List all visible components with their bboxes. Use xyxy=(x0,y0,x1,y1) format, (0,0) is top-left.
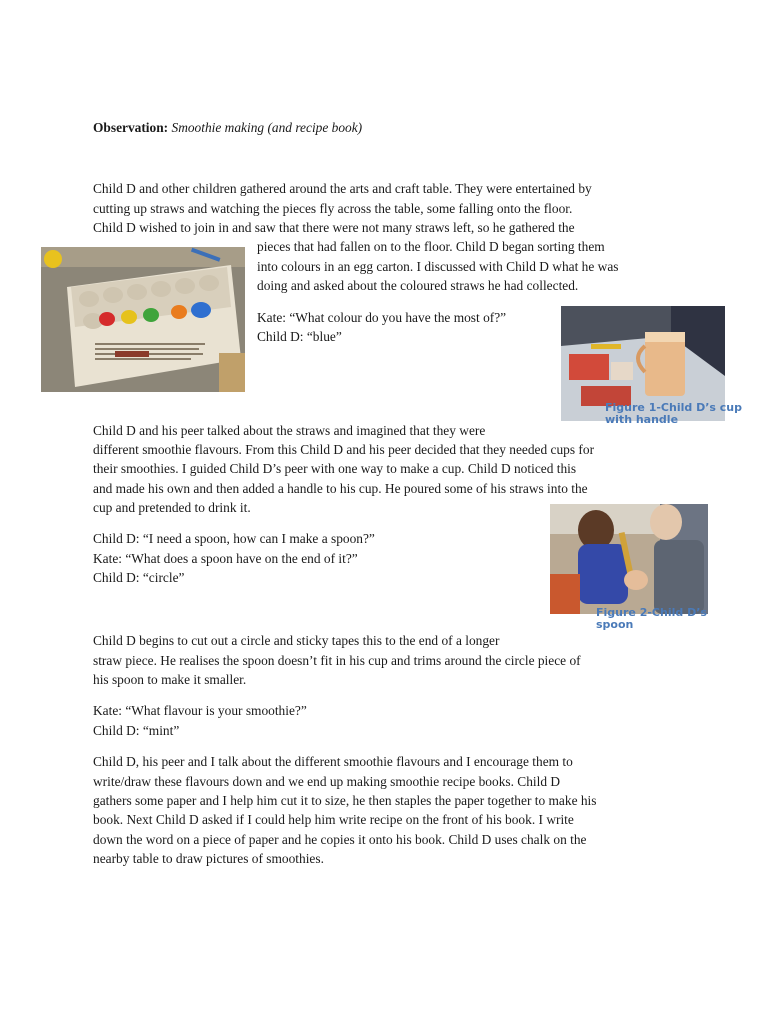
paragraph-line: nearby table to draw pictures of smoothies. xyxy=(93,851,324,866)
paragraph-line: pieces that had fallen on to the floor. Child D began sorting them xyxy=(257,239,605,254)
egg-carton-photo xyxy=(41,247,245,392)
paragraph-line: Child D and other children gathered around the arts and craft table. They were entertained by xyxy=(93,181,592,196)
dialogue-line: Child D: “circle” xyxy=(93,570,185,585)
title-label: Observation: xyxy=(93,120,169,135)
title-subtitle: Smoothie making (and recipe book) xyxy=(171,120,363,135)
paragraph-line: their smoothies. I guided Child D’s peer with one way to make a cup. Child D noticed this xyxy=(93,461,577,476)
figure-1-caption-line: with handle xyxy=(605,413,679,426)
paragraph-line: and made his own and then added a handle to his cup. He poured some of his straws into the xyxy=(93,481,588,496)
figure-2-caption-line: Figure 2-Child D’s xyxy=(596,606,707,619)
dialogue-line: Child D: “blue” xyxy=(257,329,342,344)
paragraph-line: cutting up straws and watching the pieces fly across the table, some falling onto the floor. xyxy=(93,201,573,216)
paragraph-line: gathers some paper and I help him cut it to size, he then staples the paper together to make his xyxy=(93,793,597,808)
paragraph-line: into colours in an egg carton. I discussed with Child D what he was xyxy=(257,259,619,274)
paragraph-line: different smoothie flavours. From this Child D and his peer decided that they needed cups for xyxy=(93,442,595,457)
paragraph-line: write/draw these flavours down and we end up making smoothie recipe books. Child D xyxy=(93,774,561,789)
paragraph-line: cup and pretended to drink it. xyxy=(93,500,251,515)
paragraph-line: his spoon to make it smaller. xyxy=(93,672,247,687)
paragraph-line: Child D, his peer and I talk about the different smoothie flavours and I encourage them to xyxy=(93,754,573,769)
dialogue-line: Child D: “mint” xyxy=(93,723,180,738)
paragraph-line: doing and asked about the coloured straws he had collected. xyxy=(257,278,579,293)
figure-2-caption xyxy=(596,607,707,631)
paragraph-line: straw piece. He realises the spoon doesn’t fit in his cup and trims around the circle piece of xyxy=(93,653,581,668)
figure-1-caption xyxy=(605,402,742,426)
paragraph-line: book. Next Child D asked if I could help him write recipe on the front of his book. I write xyxy=(93,812,574,827)
dialogue-line: Kate: “What does a spoon have on the end of it?” xyxy=(93,551,358,566)
dialogue-line: Kate: “What flavour is your smoothie?” xyxy=(93,703,307,718)
spoon-photo xyxy=(550,504,708,614)
paragraph-line: down the word on a piece of paper and he copies it onto his book. Child D uses chalk on the xyxy=(93,832,587,847)
paragraph-line: Child D begins to cut out a circle and sticky tapes this to the end of a longer xyxy=(93,633,500,648)
dialogue-line: Child D: “I need a spoon, how can I make a spoon?” xyxy=(93,531,375,546)
figure-1-caption-line: Figure 1-Child D’s cup xyxy=(605,401,742,414)
figure-2-caption-line: spoon xyxy=(596,618,634,631)
paragraph-line: Child D and his peer talked about the straws and imagined that they were xyxy=(93,423,486,438)
dialogue-line: Kate: “What colour do you have the most of?” xyxy=(257,310,507,325)
paragraph-line: Child D wished to join in and saw that there were not many straws left, so he gathered the xyxy=(93,220,575,235)
observation-title xyxy=(93,118,362,137)
